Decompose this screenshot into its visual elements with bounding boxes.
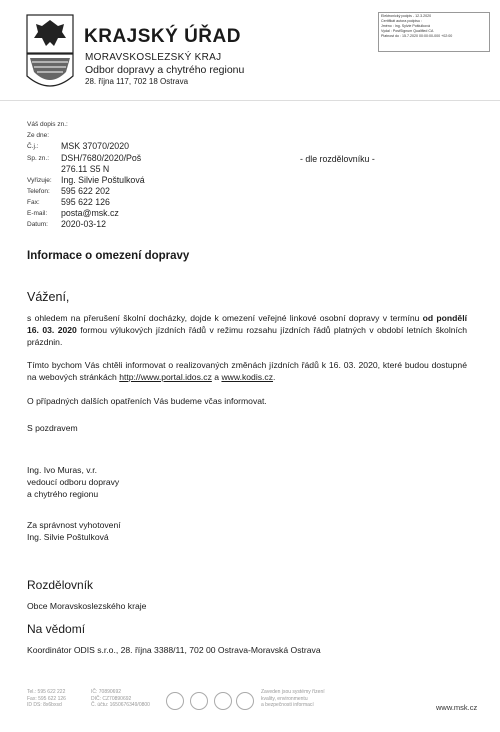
closing-greeting: S pozdravem (27, 423, 78, 433)
footer-ds: ID DS: 8x6bxsd (27, 702, 62, 708)
phone-value: 595 622 202 (61, 186, 110, 196)
handled-by-value: Ing. Silvie Poštulková (61, 175, 145, 185)
office-address: 28. října 117, 702 18 Ostrava (85, 77, 189, 86)
recipient: - dle rozdělovníku - (300, 154, 375, 164)
iso-badge-icon (190, 692, 208, 710)
email-value: posta@msk.cz (61, 208, 119, 218)
kodis-link[interactable]: www.kodis.cz (221, 372, 274, 382)
paragraph-1-text-end: formou výlukových jízdních řádů v režimu rozsahu jízdních řádů platných v období letních školních prázdnin. (27, 325, 467, 347)
paragraph-2 (27, 359, 467, 383)
fax-value: 595 622 126 (61, 197, 110, 207)
paragraph-2-text: Tímto bychom Vás chtěli informovat o realizovaných změnách jízdních řádů k 16. 03. 2020, které budou dostupné na webových stránkách (27, 360, 467, 382)
footer-cert-line: Zaveden jsou systémy řízení (261, 689, 325, 695)
for-information-heading: Na vědomí (27, 622, 86, 636)
footer-account: Č. účtu: 1650676349/0800 (91, 702, 150, 708)
paragraph-2-and: a (211, 372, 222, 382)
footer-contact (27, 689, 66, 709)
coat-of-arms-icon (26, 14, 74, 96)
paragraph-1 (27, 312, 467, 348)
paragraph-1-text: s ohledem na přerušení školní docházky, dojde k omezení veřejné linkové osobní dopravy v termínu (27, 313, 423, 323)
for-information-item: Koordinátor ODIS s.r.o., 28. října 3388/11, 702 00 Ostrava-Moravská Ostrava (27, 645, 321, 655)
certification-name: Ing. Silvie Poštulková (27, 532, 109, 542)
salutation: Vážení, (27, 290, 70, 304)
label-fax: Fax: (27, 199, 40, 206)
footer-phone: Tel.: 595 622 222 (27, 689, 66, 695)
esign-line: Elektronický podpis - 12.3.2020 (381, 14, 432, 18)
electronic-signature-box (378, 12, 490, 52)
office-department: Odbor dopravy a chytrého regionu (85, 64, 245, 76)
footer-cert-line: kvality, environmentu (261, 695, 308, 702)
header-divider (0, 100, 500, 101)
label-handled-by: Vyřizuje: (27, 177, 52, 184)
file-mark-value: DSH/7680/2020/Poš (61, 153, 142, 163)
ref-no-value: MSK 37070/2020 (61, 141, 129, 151)
iso-badge-3-icon (236, 692, 254, 710)
signatory-role-2: a chytrého regionu (27, 489, 99, 499)
footer-cert-line: a bezpečnosti informací (261, 702, 314, 708)
esign-line: Vydal : PostSignum Qualified CA (381, 29, 434, 33)
label-date: Datum: (27, 221, 48, 228)
emas-logo-icon (166, 692, 184, 710)
distribution-item: Obce Moravskoslezského kraje (27, 601, 147, 611)
paragraph-2-end: . (273, 372, 276, 382)
iso-badge-2-icon (214, 692, 232, 710)
label-ref-no: Č.j.: (27, 143, 39, 150)
portal-idos-link[interactable]: http://www.portal.idos.cz (119, 372, 212, 382)
office-name: KRAJSKÝ ÚŘAD (84, 26, 241, 47)
distribution-heading: Rozdělovník (27, 578, 94, 592)
esign-line: Jméno : Ing. Sylvie Poštulková (381, 24, 430, 28)
footer-certifications (261, 689, 325, 709)
certification-label: Za správnost vyhotovení (27, 520, 121, 530)
esign-line: Certifikát autora podpisu : (381, 19, 422, 23)
paragraph-1-date: od pondělí 16. 03. 2020 (27, 313, 467, 335)
footer-ic: IČ: 70890692 (91, 689, 122, 695)
label-email: E-mail: (27, 210, 48, 217)
footer-website: www.msk.cz (436, 703, 478, 712)
signatory-name: Ing. Ivo Muras, v.r. (27, 465, 98, 475)
footer-ids (91, 689, 150, 709)
signatory-role: vedoucí odboru dopravy (27, 477, 120, 487)
file-mark-value-2: 276.11 S5 N (61, 164, 110, 174)
paragraph-3: O případných dalších opatřeních Vás budeme včas informovat. (27, 396, 267, 406)
letter-subject: Informace o omezení dopravy (27, 250, 190, 262)
footer-dic: DIČ: CZ70890692 (91, 695, 132, 702)
label-your-letter: Váš dopis zn.: (27, 121, 68, 128)
esign-line: Platnost do : 15.7.2020 00:00:00-000 +02:00 (381, 34, 453, 38)
footer-fax: Fax: 595 622 126 (27, 695, 66, 702)
office-region: MORAVSKOSLEZSKÝ KRAJ (85, 52, 222, 63)
date-value: 2020-03-12 (61, 219, 106, 229)
label-dated: Ze dne: (27, 132, 50, 139)
label-phone: Telefon: (27, 188, 50, 195)
label-file-mark: Sp. zn.: (27, 155, 50, 162)
